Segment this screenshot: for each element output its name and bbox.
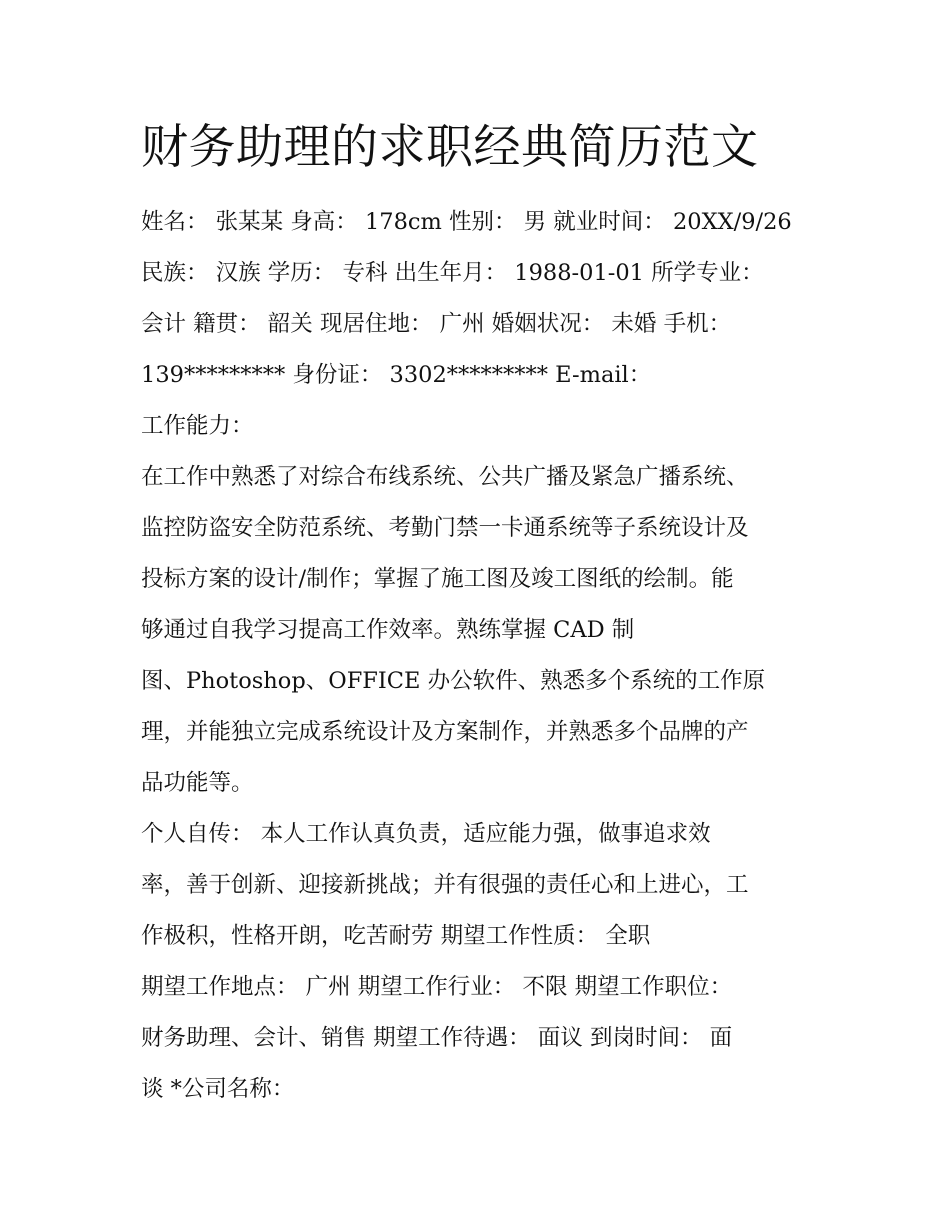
document-title: 财务助理的求职经典简历范文 bbox=[141, 120, 759, 175]
text-line: 够通过自我学习提高工作效率。熟练掌握 CAD 制 bbox=[141, 617, 635, 643]
text-line: 监控防盗安全防范系统、考勤门禁一卡通系统等子系统设计及 bbox=[141, 515, 749, 541]
text-line: 投标方案的设计/制作；掌握了施工图及竣工图纸的绘制。能 bbox=[141, 566, 734, 592]
text-line: 会计 籍贯： 韶关 现居住地： 广州 婚姻状况： 未婚 手机： bbox=[141, 311, 732, 337]
resume-body bbox=[141, 197, 821, 1115]
text-line: 品功能等。 bbox=[141, 770, 254, 796]
text-line: 图、Photoshop、OFFICE 办公软件、熟悉多个系统的工作原 bbox=[141, 668, 766, 694]
text-line: 姓名： 张某某 身高： 178cm 性别： 男 就业时间： 20XX/9/26 bbox=[141, 209, 792, 235]
text-line: 期望工作地点： 广州 期望工作行业： 不限 期望工作职位： bbox=[141, 974, 733, 1000]
text-line: 财务助理、会计、销售 期望工作待遇： 面议 到岗时间： 面 bbox=[141, 1025, 733, 1051]
text-line: 个人自传： 本人工作认真负责，适应能力强，做事追求效 bbox=[141, 821, 711, 847]
text-line: 在工作中熟悉了对综合布线系统、公共广播及紧急广播系统、 bbox=[141, 464, 749, 490]
text-line: 理，并能独立完成系统设计及方案制作，并熟悉多个品牌的产 bbox=[141, 719, 749, 745]
text-line: 作极积，性格开朗，吃苦耐劳 期望工作性质： 全职 bbox=[141, 923, 651, 949]
text-line: 139********* 身份证： 3302********* E-mail： bbox=[141, 362, 652, 388]
section-heading-work-ability: 工作能力： bbox=[141, 413, 254, 439]
text-line: 民族： 汉族 学历： 专科 出生年月： 1988-01-01 所学专业： bbox=[141, 260, 764, 286]
text-line: 谈 *公司名称： bbox=[141, 1076, 295, 1102]
text-line: 率，善于创新、迎接新挑战；并有很强的责任心和上进心，工 bbox=[141, 872, 749, 898]
